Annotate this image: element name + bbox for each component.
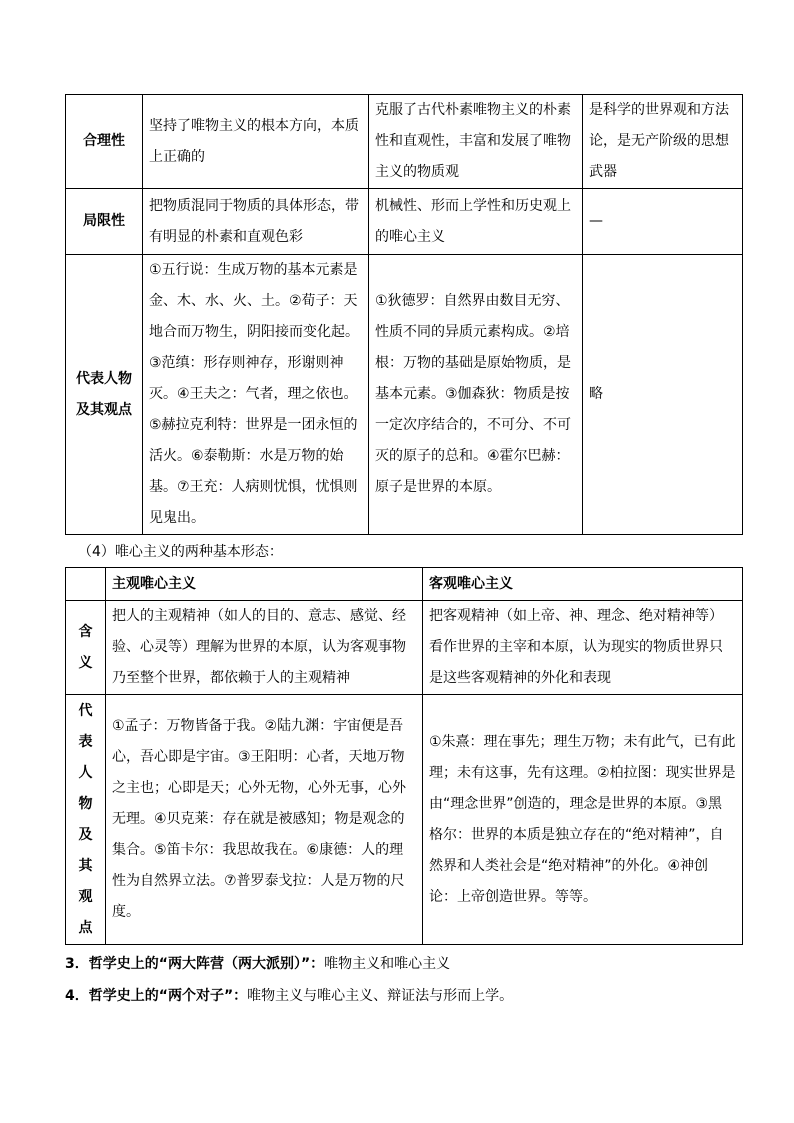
cell-ancient-rationality: 坚持了唯物主义的根本方向，本质上正确的	[143, 95, 369, 189]
point-3-text: 唯物主义和唯心主义	[324, 956, 451, 972]
label-char: 含	[78, 623, 93, 640]
cell-ancient-representatives: ①五行说：生成万物的基本元素是金、木、水、火、土。②荀子：天地合而万物生，阴阳接而变化起。③范缜：形存则神存，形谢则神灭。④王夫之：气者，理之依也。⑤赫拉克利特：世界是一团永恒的活火。⑥泰勒斯：水是万物的始基。⑦王充：人病则忧惧，忧惧则见鬼出。	[143, 255, 369, 535]
row-label-meaning	[66, 601, 106, 695]
label-char: 点	[78, 919, 93, 936]
row-label-line: 代表人物	[76, 370, 132, 387]
row-label-line: 及其观点	[76, 401, 132, 418]
header-subjective: 主观唯心主义	[106, 568, 423, 601]
header-objective: 客观唯心主义	[423, 568, 743, 601]
label-char: 人	[78, 764, 93, 781]
cell-dialectical-rationality: 是科学的世界观和方法论，是无产阶级的思想武器	[583, 95, 743, 189]
idealism-table	[65, 567, 743, 945]
table-header-row	[66, 568, 743, 601]
cell-objective-representatives: ①朱熹：理在事先；理生万物；未有此气，已有此理；未有这事，先有这理。②柏拉图：现实世界是由“理念世界”创造的，理念是世界的本原。③黑格尔：世界的本质是独立存在的“绝对精神”，自然界和人类社会是“绝对精神”的外化。④神创论：上帝创造世界。等等。	[423, 695, 743, 945]
label-char: 其	[78, 857, 93, 874]
table-row	[66, 189, 743, 255]
point-4	[65, 985, 513, 1005]
cell-modern-representatives: ①狄德罗：自然界由数目无穷、性质不同的异质元素构成。②培根：万物的基础是原始物质，是基本元素。③伽森狄：物质是按一定次序结合的，不可分、不可灭的原子的总和。④霍尔巴赫：原子是世界的本原。	[369, 255, 583, 535]
row-label-representatives	[66, 255, 143, 535]
cell-ancient-limitation: 把物质混同于物质的具体形态，带有明显的朴素和直观色彩	[143, 189, 369, 255]
label-char: 代	[78, 702, 93, 719]
row-label-limitation: 局限性	[66, 189, 143, 255]
cell-objective-meaning: 把客观精神（如上帝、神、理念、绝对精神等）看作世界的主宰和本原，认为现实的物质世界只是这些客观精神的外化和表现	[423, 601, 743, 695]
cell-subjective-representatives: ①孟子：万物皆备于我。②陆九渊：宇宙便是吾心，吾心即是宇宙。③王阳明：心者，天地万物之主也；心即是天；心外无物，心外无事，心外无理。④贝克莱：存在就是被感知；物是观念的集合。⑤笛卡尔：我思故我在。⑥康德：人的理性为自然界立法。⑦普罗泰戈拉：人是万物的尺度。	[106, 695, 423, 945]
header-empty	[66, 568, 106, 601]
cell-dialectical-representatives: 略	[583, 255, 743, 535]
table-row	[66, 601, 743, 695]
point-4-lead: 4．哲学史上的“两个对子”：	[65, 988, 248, 1004]
label-char: 表	[78, 733, 93, 750]
point-3	[65, 953, 450, 973]
section-title: （4）唯心主义的两种基本形态：	[78, 544, 283, 560]
cell-modern-limitation: 机械性、形而上学性和历史观上的唯心主义	[369, 189, 583, 255]
label-char: 义	[78, 654, 93, 671]
cell-subjective-meaning: 把人的主观精神（如人的目的、意志、感觉、经验、心灵等）理解为世界的本原，认为客观事物乃至整个世界，都依赖于人的主观精神	[106, 601, 423, 695]
cell-modern-rationality: 克服了古代朴素唯物主义的朴素性和直观性，丰富和发展了唯物主义的物质观	[369, 95, 583, 189]
row-label-representatives	[66, 695, 106, 945]
row-label-rationality: 合理性	[66, 95, 143, 189]
label-char: 物	[78, 795, 93, 812]
materialism-table	[65, 94, 743, 535]
table-row	[66, 695, 743, 945]
cell-dialectical-limitation: —	[583, 189, 743, 255]
table-row	[66, 95, 743, 189]
point-3-lead: 3．哲学史上的“两大阵营（两大派别）”：	[65, 956, 325, 972]
point-4-text: 唯物主义与唯心主义、辩证法与形而上学。	[247, 988, 514, 1004]
label-char: 及	[78, 826, 93, 843]
label-char: 观	[78, 888, 93, 905]
table-row	[66, 255, 743, 535]
